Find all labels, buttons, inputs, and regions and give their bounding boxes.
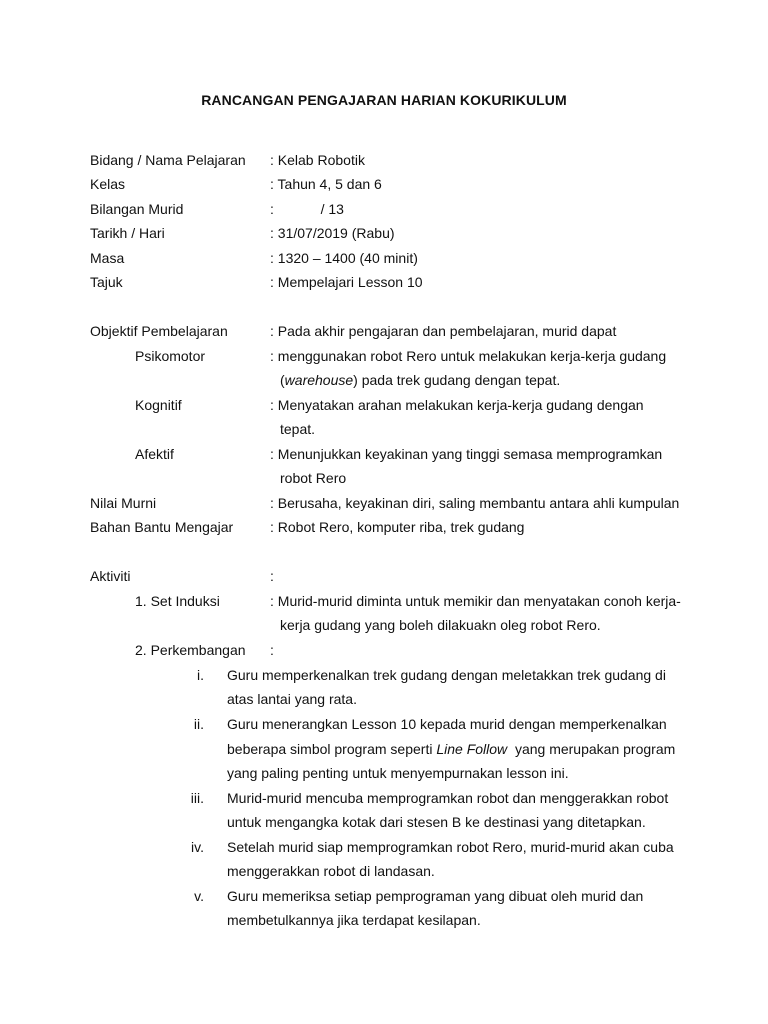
set-induksi-line2: kerja gudang yang boleh dilakuakn oleg robot Rero. [280, 617, 601, 633]
kognitif-line2: tepat. [280, 421, 316, 437]
kognitif-line1: : Menyatakan arahan melakukan kerja-kerja gudang dengan [270, 397, 644, 413]
psikomotor-label: Psikomotor [135, 348, 206, 364]
nilai-value: : Berusaha, keyakinan diri, saling membantu antara ahli kumpulan [270, 495, 680, 511]
psikomotor-line1: : menggunakan robot Rero untuk melakukan kerja-kerja gudang [270, 348, 667, 364]
activity-item-line: Murid-murid mencuba memprogramkan robot dan menggerakkan robot [227, 790, 669, 806]
nilai-label: Nilai Murni [90, 495, 157, 511]
activity-item-number: v. [194, 888, 204, 904]
activity-item-line: yang paling penting untuk menyempurnakan lesson ini. [227, 765, 569, 781]
objektif-intro: : Pada akhir pengajaran dan pembelajaran, murid dapat [270, 323, 617, 339]
activity-item-line: Guru memeriksa setiap pemprograman yang dibuat oleh murid dan [227, 888, 644, 904]
info-value-bilangan: : / 13 [270, 201, 344, 217]
activity-item-line: membetulkannya jika terdapat kesilapan. [227, 912, 481, 928]
info-label-tarikh: Tarikh / Hari [90, 225, 165, 241]
bahan-value: : Robot Rero, komputer riba, trek gudang [270, 519, 525, 535]
afektif-label: Afektif [135, 446, 174, 462]
warehouse-term: warehouse [284, 372, 354, 388]
info-value-tajuk: : Mempelajari Lesson 10 [270, 274, 423, 290]
set-induksi-label: 1. Set Induksi [135, 593, 220, 609]
objektif-label: Objektif Pembelajaran [90, 323, 228, 339]
activity-item-line: menggerakkan robot di landasan. [227, 863, 435, 879]
activity-item-line: beberapa simbol program seperti Line Follow yang merupakan program [227, 741, 676, 757]
bahan-label: Bahan Bantu Mengajar [90, 519, 234, 535]
perkembangan-label: 2. Perkembangan [135, 642, 246, 658]
activity-item-number: iv. [191, 839, 204, 855]
activity-item-line: Setelah murid siap memprogramkan robot Rero, murid-murid akan cuba [227, 839, 674, 855]
activity-item-line: untuk mengangka kotak dari stesen B ke destinasi yang ditetapkan. [227, 814, 646, 830]
activity-item-number: ii. [193, 716, 204, 732]
activity-item-line: Guru menerangkan Lesson 10 kepada murid dengan memperkenalkan [227, 716, 667, 732]
info-value-masa: : 1320 – 1400 (40 minit) [270, 250, 418, 266]
kognitif-label: Kognitif [135, 397, 182, 413]
activity-item-number: i. [197, 667, 204, 683]
aktiviti-label: Aktiviti [90, 568, 131, 584]
info-label-bilangan: Bilangan Murid [90, 201, 184, 217]
info-label-kelas: Kelas [90, 176, 126, 192]
info-label-bidang: Bidang / Nama Pelajaran [90, 152, 246, 168]
info-value-kelas: : Tahun 4, 5 dan 6 [270, 176, 382, 192]
line-follow-term: Line Follow [436, 741, 508, 757]
info-value-tarikh: : 31/07/2019 (Rabu) [270, 225, 395, 241]
activity-item-number: iii. [190, 790, 204, 806]
activity-item-line: Guru memperkenalkan trek gudang dengan meletakkan trek gudang di [227, 667, 666, 683]
psikomotor-line2: (warehouse) pada trek gudang dengan tepat. [280, 372, 561, 388]
set-induksi-line1: : Murid-murid diminta untuk memikir dan menyatakan conoh kerja- [270, 593, 681, 609]
info-label-masa: Masa [90, 250, 125, 266]
afektif-line2: robot Rero [280, 470, 347, 486]
perkembangan-colon: : [270, 642, 274, 658]
afektif-line1: : Menunjukkan keyakinan yang tinggi semasa memprogramkan [270, 446, 663, 462]
info-value-bidang: : Kelab Robotik [270, 152, 365, 168]
document-title: RANCANGAN PENGAJARAN HARIAN KOKURIKULUM [201, 92, 567, 108]
activity-item-line: atas lantai yang rata. [227, 691, 357, 707]
aktiviti-colon: : [270, 568, 274, 584]
info-label-tajuk: Tajuk [90, 274, 123, 290]
